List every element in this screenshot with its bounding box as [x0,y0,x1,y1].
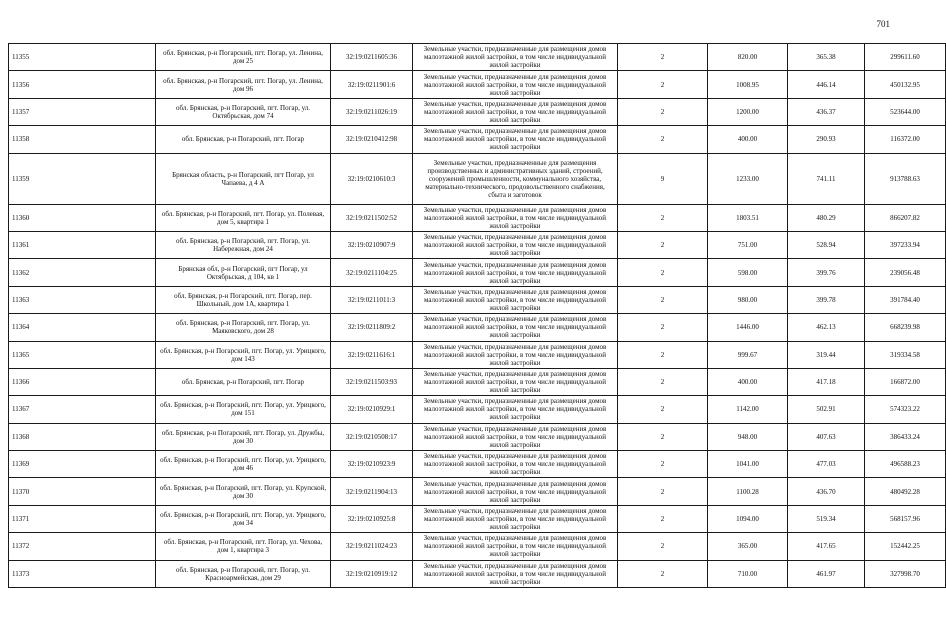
group-code-cell: 2 [618,44,708,71]
cadastral-value-cell: 391784.40 [865,286,946,313]
specific-value-cell: 461.97 [788,560,865,587]
table-row [9,396,946,423]
area-cell: 710.00 [708,560,788,587]
specific-value-cell: 480.29 [788,204,865,231]
table-row [9,533,946,560]
address-cell: обл. Брянская, р-н Погарский, пгт. Погар, ул. Крупской, дом 30 [156,478,331,505]
land-use-cell: Земельные участки, предназначенные для размещения производственных и административных зданий, строений, сооружений промышленности, коммунального хозяйства, материально-технического, продовольственного снабжения, сбыта и заготовок [413,153,618,204]
row-id-cell: 11357 [9,98,156,125]
address-cell: обл. Брянская, р-н Погарский, пгт. Погар, ул. Октябрьская, дом 74 [156,98,331,125]
specific-value-cell: 319.44 [788,341,865,368]
cadastral-number-cell: 32:19:0211104:25 [331,259,413,286]
land-use-cell: Земельные участки, предназначенные для размещения домов малоэтажной жилой застройки, в том числе индивидуальной жилой застройки [413,368,618,395]
cadastral-number-cell: 32:19:0210508:17 [331,423,413,450]
cadastral-number-cell: 32:19:0211502:52 [331,204,413,231]
land-use-cell: Земельные участки, предназначенные для размещения домов малоэтажной жилой застройки, в том числе индивидуальной жилой застройки [413,259,618,286]
group-code-cell: 2 [618,396,708,423]
cadastral-number-cell: 32:19:0211503:93 [331,368,413,395]
group-code-cell: 2 [618,505,708,532]
group-code-cell: 2 [618,126,708,153]
address-cell: обл. Брянская, р-н Погарский, пгт. Погар, ул. Чехова, дом 1, квартира 3 [156,533,331,560]
cadastral-value-cell: 574323.22 [865,396,946,423]
table-row [9,231,946,258]
area-cell: 820.00 [708,44,788,71]
cadastral-value-cell: 668239.98 [865,314,946,341]
area-cell: 400.00 [708,368,788,395]
specific-value-cell: 502.91 [788,396,865,423]
land-use-cell: Земельные участки, предназначенные для размещения домов малоэтажной жилой застройки, в том числе индивидуальной жилой застройки [413,71,618,98]
area-cell: 365.00 [708,533,788,560]
cadastral-number-cell: 32:19:0211011:3 [331,286,413,313]
row-id-cell: 11365 [9,341,156,368]
cadastral-number-cell: 32:19:0210929:1 [331,396,413,423]
land-use-cell: Земельные участки, предназначенные для размещения домов малоэтажной жилой застройки, в том числе индивидуальной жилой застройки [413,423,618,450]
table-body [9,44,946,588]
row-id-cell: 11368 [9,423,156,450]
cadastral-value-cell: 166872.00 [865,368,946,395]
address-cell: обл. Брянская, р-н Погарский, пгт. Погар, ул. Урицкого, дом 34 [156,505,331,532]
cadastral-value-cell: 397233.94 [865,231,946,258]
cadastral-number-cell: 32:19:0211616:1 [331,341,413,368]
cadastral-value-cell: 386433.24 [865,423,946,450]
row-id-cell: 11361 [9,231,156,258]
table-row [9,478,946,505]
area-cell: 1094.00 [708,505,788,532]
cadastral-number-cell: 32:19:0210907:9 [331,231,413,258]
cadastral-number-cell: 32:19:0210610:3 [331,153,413,204]
row-id-cell: 11367 [9,396,156,423]
address-cell: обл. Брянская, р-н Погарский, пгт. Погар, ул. Дружбы, дом 30 [156,423,331,450]
address-cell: обл. Брянская, р-н Погарский, пгт. Погар [156,368,331,395]
table-row [9,98,946,125]
group-code-cell: 2 [618,314,708,341]
row-id-cell: 11360 [9,204,156,231]
cadastral-value-cell: 568157.96 [865,505,946,532]
address-cell: обл. Брянская, р-н Погарский, пгт. Погар, ул. Ленина, дом 25 [156,44,331,71]
land-use-cell: Земельные участки, предназначенные для размещения домов малоэтажной жилой застройки, в том числе индивидуальной жилой застройки [413,478,618,505]
area-cell: 1008.95 [708,71,788,98]
cadastral-number-cell: 32:19:0210919:12 [331,560,413,587]
row-id-cell: 11370 [9,478,156,505]
group-code-cell: 2 [618,341,708,368]
group-code-cell: 2 [618,533,708,560]
specific-value-cell: 290.93 [788,126,865,153]
cadastral-value-cell: 866207.82 [865,204,946,231]
table-row [9,44,946,71]
area-cell: 999.67 [708,341,788,368]
cadastral-number-cell: 32:19:0211026:19 [331,98,413,125]
area-cell: 1142.00 [708,396,788,423]
specific-value-cell: 407.63 [788,423,865,450]
cadastral-value-cell: 319334.58 [865,341,946,368]
cadastral-number-cell: 32:19:0211024:23 [331,533,413,560]
row-id-cell: 11358 [9,126,156,153]
land-use-cell: Земельные участки, предназначенные для размещения домов малоэтажной жилой застройки, в том числе индивидуальной жилой застройки [413,98,618,125]
group-code-cell: 2 [618,259,708,286]
area-cell: 948.00 [708,423,788,450]
group-code-cell: 2 [618,231,708,258]
table-row [9,560,946,587]
address-cell: обл. Брянская, р-н Погарский, пгт. Погар, ул. Красноармейская, дом 29 [156,560,331,587]
specific-value-cell: 417.65 [788,533,865,560]
specific-value-cell: 399.78 [788,286,865,313]
table-row [9,126,946,153]
group-code-cell: 2 [618,204,708,231]
row-id-cell: 11364 [9,314,156,341]
land-use-cell: Земельные участки, предназначенные для размещения домов малоэтажной жилой застройки, в том числе индивидуальной жилой застройки [413,286,618,313]
cadastral-value-cell: 299611.60 [865,44,946,71]
address-cell: обл. Брянская, р-н Погарский, пгт. Погар [156,126,331,153]
cadastral-value-cell: 480492.28 [865,478,946,505]
table-row [9,204,946,231]
cadastral-value-cell: 496588.23 [865,451,946,478]
table-row [9,451,946,478]
area-cell: 1446.00 [708,314,788,341]
table-row [9,341,946,368]
group-code-cell: 2 [618,98,708,125]
row-id-cell: 11355 [9,44,156,71]
row-id-cell: 11356 [9,71,156,98]
land-use-cell: Земельные участки, предназначенные для размещения домов малоэтажной жилой застройки, в том числе индивидуальной жилой застройки [413,204,618,231]
group-code-cell: 2 [618,478,708,505]
specific-value-cell: 477.03 [788,451,865,478]
specific-value-cell: 436.70 [788,478,865,505]
address-cell: Брянская обл, р-н Погарский, пгт Погар, ул Октябрьская, д 104, кв 1 [156,259,331,286]
cadastral-number-cell: 32:19:0211809:2 [331,314,413,341]
area-cell: 1200.00 [708,98,788,125]
cadastral-value-cell: 116372.00 [865,126,946,153]
group-code-cell: 2 [618,71,708,98]
area-cell: 598.00 [708,259,788,286]
specific-value-cell: 417.18 [788,368,865,395]
table-row [9,259,946,286]
address-cell: обл. Брянская, р-н Погарский, пгт. Погар, ул. Урицкого, дом 151 [156,396,331,423]
land-use-cell: Земельные участки, предназначенные для размещения домов малоэтажной жилой застройки, в том числе индивидуальной жилой застройки [413,341,618,368]
area-cell: 980.00 [708,286,788,313]
land-use-cell: Земельные участки, предназначенные для размещения домов малоэтажной жилой застройки, в том числе индивидуальной жилой застройки [413,44,618,71]
land-use-cell: Земельные участки, предназначенные для размещения домов малоэтажной жилой застройки, в том числе индивидуальной жилой застройки [413,314,618,341]
specific-value-cell: 528.94 [788,231,865,258]
land-use-cell: Земельные участки, предназначенные для размещения домов малоэтажной жилой застройки, в том числе индивидуальной жилой застройки [413,396,618,423]
cadastral-number-cell: 32:19:0210925:8 [331,505,413,532]
specific-value-cell: 741.11 [788,153,865,204]
specific-value-cell: 399.76 [788,259,865,286]
area-cell: 1803.51 [708,204,788,231]
cadastral-value-cell: 913788.63 [865,153,946,204]
table-row [9,505,946,532]
group-code-cell: 2 [618,286,708,313]
specific-value-cell: 436.37 [788,98,865,125]
row-id-cell: 11373 [9,560,156,587]
cadastral-value-cell: 450132.95 [865,71,946,98]
row-id-cell: 11371 [9,505,156,532]
group-code-cell: 2 [618,560,708,587]
row-id-cell: 11362 [9,259,156,286]
row-id-cell: 11363 [9,286,156,313]
address-cell: обл. Брянская, р-н Погарский, пгт. Погар, ул. Набережная, дом 24 [156,231,331,258]
land-plots-table [8,43,946,588]
table-row [9,314,946,341]
specific-value-cell: 519.34 [788,505,865,532]
land-use-cell: Земельные участки, предназначенные для размещения домов малоэтажной жилой застройки, в том числе индивидуальной жилой застройки [413,560,618,587]
address-cell: обл. Брянская, р-н Погарский, пгт. Погар, ул. Ленина, дом 96 [156,71,331,98]
table-row [9,423,946,450]
group-code-cell: 2 [618,451,708,478]
group-code-cell: 2 [618,423,708,450]
group-code-cell: 2 [618,368,708,395]
table-row [9,153,946,204]
row-id-cell: 11366 [9,368,156,395]
address-cell: обл. Брянская, р-н Погарский, пгт. Погар, ул. Полевая, дом 5, квартира 1 [156,204,331,231]
cadastral-value-cell: 239056.48 [865,259,946,286]
area-cell: 1041.00 [708,451,788,478]
address-cell: обл. Брянская, р-н Погарский, пгт. Погар, ул. Маяковского, дом 28 [156,314,331,341]
cadastral-number-cell: 32:19:0210412:98 [331,126,413,153]
row-id-cell: 11359 [9,153,156,204]
cadastral-value-cell: 327998.70 [865,560,946,587]
specific-value-cell: 365.38 [788,44,865,71]
cadastral-number-cell: 32:19:0210923:9 [331,451,413,478]
page-number: 701 [876,19,890,29]
cadastral-number-cell: 32:19:0211904:13 [331,478,413,505]
land-use-cell: Земельные участки, предназначенные для размещения домов малоэтажной жилой застройки, в том числе индивидуальной жилой застройки [413,505,618,532]
cadastral-number-cell: 32:19:0211605:36 [331,44,413,71]
group-code-cell: 9 [618,153,708,204]
cadastral-number-cell: 32:19:0211901:6 [331,71,413,98]
land-use-cell: Земельные участки, предназначенные для размещения домов малоэтажной жилой застройки, в том числе индивидуальной жилой застройки [413,231,618,258]
address-cell: обл. Брянская, р-н Погарский, пгт. Погар, ул. Урицкого, дом 46 [156,451,331,478]
land-use-cell: Земельные участки, предназначенные для размещения домов малоэтажной жилой застройки, в том числе индивидуальной жилой застройки [413,533,618,560]
address-cell: обл. Брянская, р-н Погарский, пгт. Погар, ул. Урицкого, дом 143 [156,341,331,368]
address-cell: Брянская область, р-н Погарский, пгт Погар, ул Чапаева, д 4 А [156,153,331,204]
land-use-cell: Земельные участки, предназначенные для размещения домов малоэтажной жилой застройки, в том числе индивидуальной жилой застройки [413,126,618,153]
cadastral-value-cell: 523644.00 [865,98,946,125]
row-id-cell: 11369 [9,451,156,478]
specific-value-cell: 446.14 [788,71,865,98]
row-id-cell: 11372 [9,533,156,560]
area-cell: 1233.00 [708,153,788,204]
table-row [9,368,946,395]
address-cell: обл. Брянская, р-н Погарский, пгт. Погар, пер. Школьный, дом 1А, квартира 1 [156,286,331,313]
land-use-cell: Земельные участки, предназначенные для размещения домов малоэтажной жилой застройки, в том числе индивидуальной жилой застройки [413,451,618,478]
cadastral-value-cell: 152442.25 [865,533,946,560]
area-cell: 400.00 [708,126,788,153]
specific-value-cell: 462.13 [788,314,865,341]
area-cell: 1100.28 [708,478,788,505]
table-row [9,71,946,98]
area-cell: 751.00 [708,231,788,258]
table-row [9,286,946,313]
